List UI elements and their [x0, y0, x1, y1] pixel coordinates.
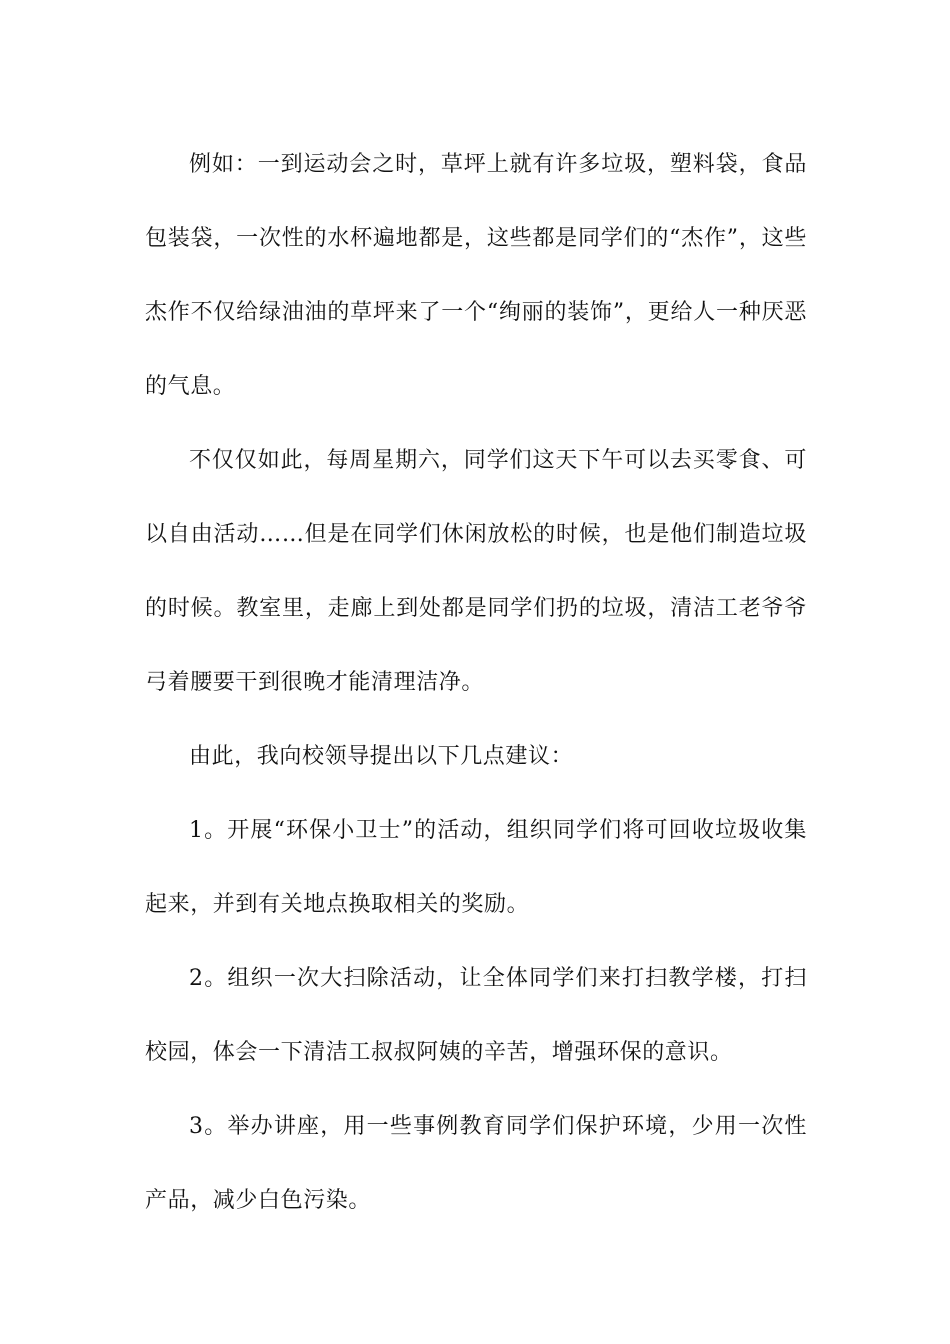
document-body — [145, 128, 807, 1238]
paragraph-sports-meet-litter: 例如：一到运动会之时，草坪上就有许多垃圾，塑料袋，食品包装袋，一次性的水杯遍地都是，这些都是同学们的“杰作”，这些杰作不仅给绿油油的草坪来了一个“绚丽的装饰”，更给人一种厌恶的气息。 — [145, 152, 807, 399]
paragraph-saturday-litter: 不仅仅如此，每周星期六，同学们这天下午可以去买零食、可以自由活动……但是在同学们休闲放松的时候，也是他们制造垃圾的时候。教室里，走廊上到处都是同学们扔的垃圾，清洁工老爷爷弓着腰要干到很晚才能清理洁净。 — [145, 448, 807, 695]
suggestion-item-2: 2。组织一次大扫除活动，让全体同学们来打扫教学楼，打扫校园，体会一下清洁工叔叔阿姨的辛苦，增强环保的意识。 — [145, 966, 807, 1065]
suggestion-item-1: 1。开展“环保小卫士”的活动，组织同学们将可回收垃圾收集起来，并到有关地点换取相关的奖励。 — [145, 818, 807, 917]
suggestion-item-3: 3。举办讲座，用一些事例教育同学们保护环境，少用一次性产品，减少白色污染。 — [145, 1114, 807, 1213]
paragraph-suggestions-intro: 由此，我向校领导提出以下几点建议： — [189, 744, 574, 769]
